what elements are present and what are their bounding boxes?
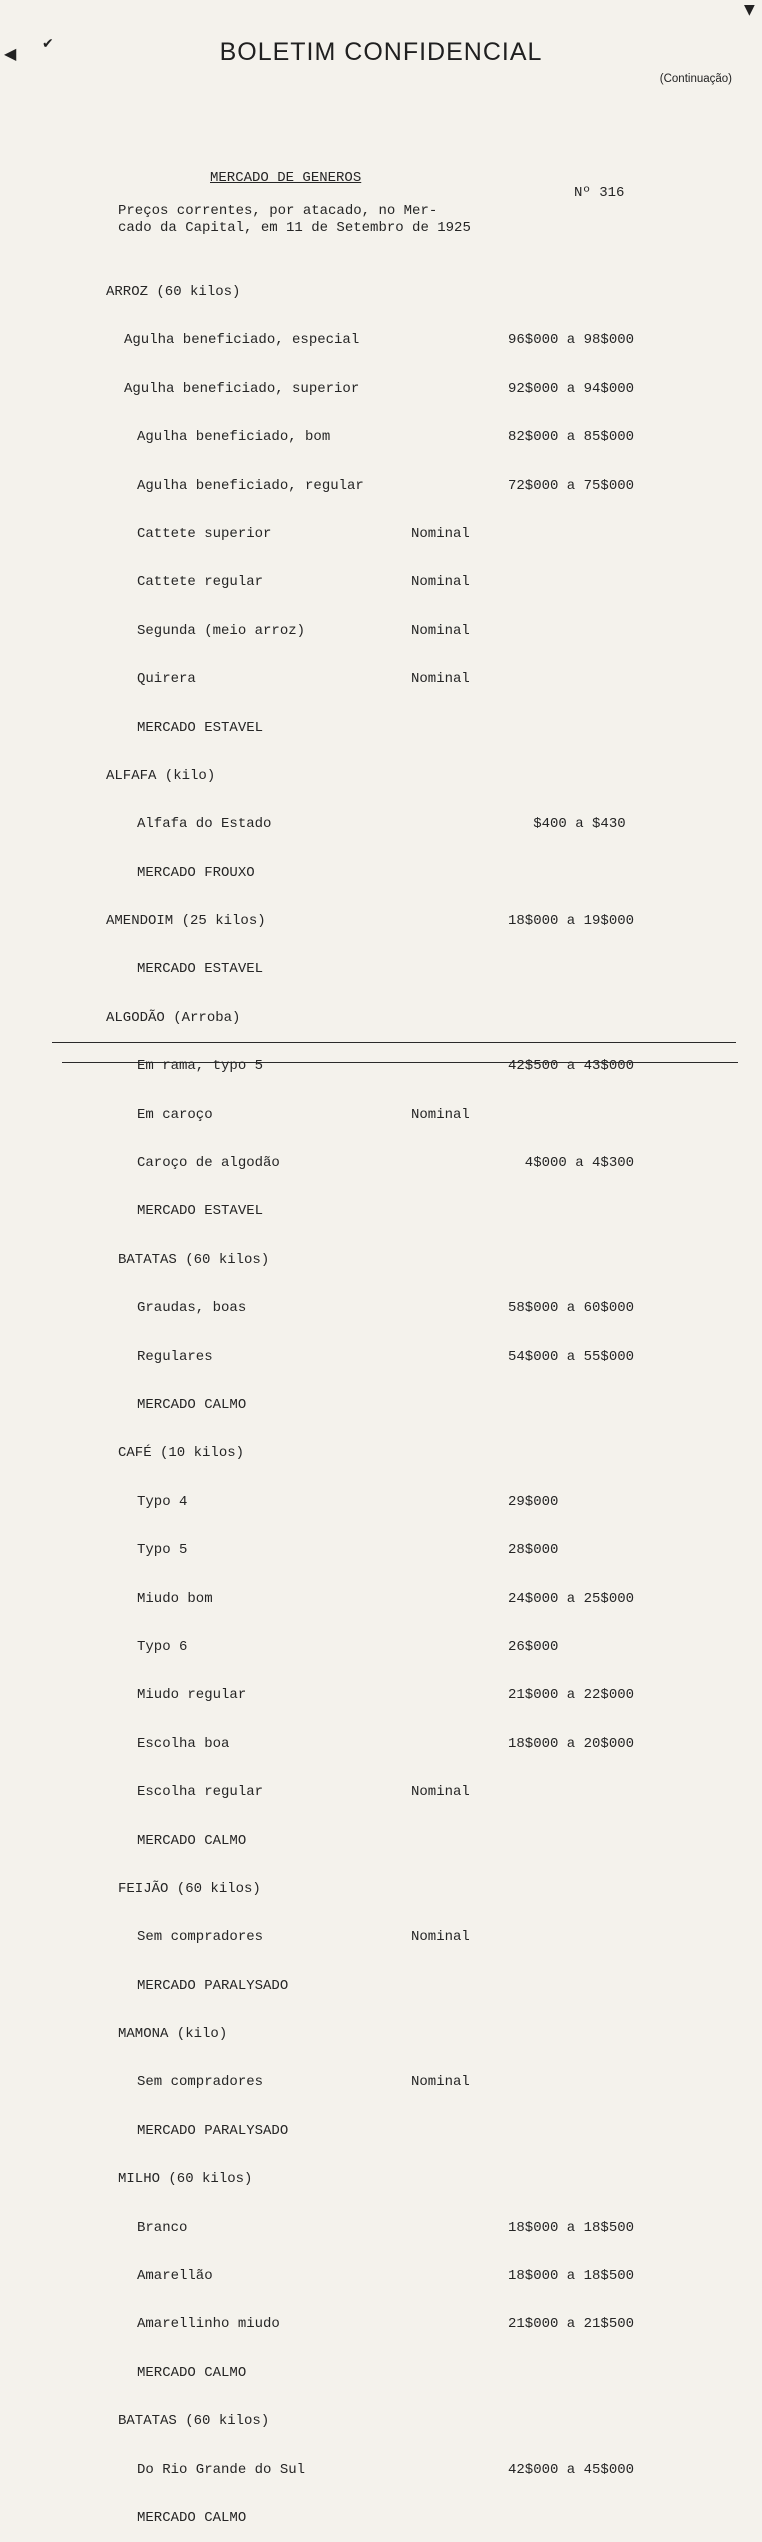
category-heading: ALFAFA (kilo) [106, 767, 216, 784]
table-row [0, 913, 762, 929]
table-row [0, 671, 762, 687]
item-price: 58$000 a 60$000 [508, 1300, 635, 1317]
table-row [0, 478, 762, 494]
item-price: 96$000 a 98$000 [508, 332, 635, 349]
table-row [0, 1349, 762, 1365]
table-row [0, 720, 762, 736]
item-label: Em caroço [137, 1106, 213, 1123]
item-price: 26$000 [508, 1638, 559, 1655]
table-row [0, 2413, 762, 2429]
item-price: 18$000 a 18$500 [508, 2219, 635, 2236]
item-price: 24$000 a 25$000 [508, 1590, 635, 1607]
table-row [0, 574, 762, 590]
table-row [0, 1542, 762, 1558]
table-row [0, 1978, 762, 1994]
table-row [0, 1155, 762, 1171]
table-row [0, 429, 762, 445]
item-price: 18$000 a 19$000 [508, 913, 635, 930]
table-row [0, 1300, 762, 1316]
item-price: 18$000 a 18$500 [508, 2268, 635, 2285]
table-row [0, 332, 762, 348]
item-label: Cattete regular [137, 574, 264, 591]
market-status: MERCADO PARALYSADO [137, 2122, 289, 2139]
category-heading: BATATAS (60 kilos) [118, 2413, 270, 2430]
table-row [0, 2074, 762, 2090]
item-label: Amarellinho miudo [137, 2316, 280, 2333]
table-row [0, 1445, 762, 1461]
nominal-status: Nominal [411, 671, 470, 688]
table-row [0, 2462, 762, 2478]
item-price: 82$000 a 85$000 [508, 429, 635, 446]
table-row [0, 1591, 762, 1607]
intro-line-1: Preços correntes, por atacado, no Mer- [118, 203, 438, 219]
category-heading: CAFÉ (10 kilos) [118, 1445, 245, 1462]
item-price: 21$000 a 21$500 [508, 2316, 635, 2333]
item-label: Caroço de algodão [137, 1155, 280, 1172]
item-price: 29$000 [508, 1493, 559, 1510]
table-row [0, 1881, 762, 1897]
item-label: Amarellão [137, 2268, 213, 2285]
table-row [0, 2316, 762, 2332]
item-label: Escolha regular [137, 1784, 264, 1801]
table-row [0, 865, 762, 881]
nominal-status: Nominal [411, 622, 470, 639]
nominal-status: Nominal [411, 1106, 470, 1123]
market-status: MERCADO CALMO [137, 2364, 247, 2381]
item-price: 4$000 a 4$300 [508, 1155, 635, 1172]
nominal-status: Nominal [411, 2074, 470, 2091]
table-row [0, 623, 762, 639]
item-label: Agulha beneficiado, regular [137, 477, 364, 494]
item-label: Segunda (meio arroz) [137, 622, 306, 639]
item-label: Escolha boa [137, 1735, 230, 1752]
table-row [0, 2171, 762, 2187]
item-label: Sem compradores [137, 2074, 264, 2091]
table-row [0, 2026, 762, 2042]
category-heading: MAMONA (kilo) [118, 2026, 228, 2043]
category-heading: FEIJÃO (60 kilos) [118, 1880, 261, 1897]
market-status: MERCADO ESTAVEL [137, 961, 264, 978]
item-price: 28$000 [508, 1542, 559, 1559]
page-header-title: BOLETIM CONFIDENCIAL [219, 38, 543, 66]
category-heading: MILHO (60 kilos) [118, 2171, 253, 2188]
category-heading: AMENDOIM (25 kilos) [106, 913, 266, 930]
item-label: Cattete superior [137, 525, 272, 542]
nominal-status: Nominal [411, 525, 470, 542]
item-label: Typo 6 [137, 1638, 188, 1655]
item-label: Typo 5 [137, 1542, 188, 1559]
market-status: MERCADO FROUXO [137, 864, 255, 881]
table-row [0, 2123, 762, 2139]
item-price: 72$000 a 75$000 [508, 477, 635, 494]
intro-text [118, 203, 548, 237]
bulletin-number: Nº 316 [574, 185, 625, 201]
table-row [0, 961, 762, 977]
market-status: MERCADO ESTAVEL [137, 1203, 264, 1220]
item-price: 42$000 a 45$000 [508, 2461, 635, 2478]
item-label: Regulares [137, 1348, 213, 1365]
section-title: MERCADO DE GENEROS [210, 170, 362, 186]
nominal-status: Nominal [411, 1929, 470, 1946]
category-heading: BATATAS (60 kilos) [118, 1251, 270, 1268]
ink-mark-check: ✔ [42, 36, 54, 52]
table-row [0, 1058, 762, 1074]
table-row [0, 1687, 762, 1703]
item-label: Graudas, boas [137, 1300, 247, 1317]
item-label: Miudo regular [137, 1687, 247, 1704]
table-row [0, 1252, 762, 1268]
table-row [0, 2510, 762, 2526]
item-label: Alfafa do Estado [137, 816, 272, 833]
table-row [0, 1784, 762, 1800]
nominal-status: Nominal [411, 574, 470, 591]
item-label: Agulha beneficiado, superior [124, 380, 360, 397]
item-label: Em rama, typo 5 [137, 1058, 264, 1075]
item-price: 21$000 a 22$000 [508, 1687, 635, 1704]
item-label: Agulha beneficiado, bom [137, 429, 331, 446]
table-row [0, 1929, 762, 1945]
table-row [0, 381, 762, 397]
table-row [0, 1010, 762, 1026]
table-row [0, 526, 762, 542]
ink-mark-corner: ▼ [744, 2, 755, 18]
table-row [0, 2268, 762, 2284]
table-row [0, 1639, 762, 1655]
item-price: 54$000 a 55$000 [508, 1348, 635, 1365]
item-label: Agulha beneficiado, especial [124, 332, 360, 349]
item-label: Do Rio Grande do Sul [137, 2461, 306, 2478]
table-row [0, 1494, 762, 1510]
market-status: MERCADO ESTAVEL [137, 719, 264, 736]
table-row [0, 2365, 762, 2381]
market-status: MERCADO CALMO [137, 1832, 247, 1849]
market-status: MERCADO CALMO [137, 2509, 247, 2526]
price-table [0, 252, 762, 2542]
item-price: $400 a $430 [508, 816, 626, 833]
table-row [0, 1833, 762, 1849]
item-price: 92$000 a 94$000 [508, 380, 635, 397]
table-row [0, 1107, 762, 1123]
table-row [0, 284, 762, 300]
item-price: 42$500 a 43$000 [508, 1058, 635, 1075]
table-row [0, 2220, 762, 2236]
ink-mark-arrow: ◀ [4, 44, 17, 63]
table-row [0, 1203, 762, 1219]
nominal-status: Nominal [411, 1784, 470, 1801]
category-heading: ALGODÃO (Arroba) [106, 1009, 241, 1026]
table-row [0, 1736, 762, 1752]
divider-line-top [52, 1042, 736, 1043]
item-label: Sem compradores [137, 1929, 264, 1946]
market-status: MERCADO CALMO [137, 1396, 247, 1413]
category-heading: ARROZ (60 kilos) [106, 284, 241, 300]
item-label: Typo 4 [137, 1493, 188, 1510]
item-label: Quirera [137, 671, 196, 688]
divider-line-bottom [62, 1062, 738, 1063]
item-label: Miudo bom [137, 1590, 213, 1607]
table-row [0, 1397, 762, 1413]
intro-line-2: cado da Capital, em 11 de Setembro de 1925 [118, 220, 471, 236]
item-label: Branco [137, 2219, 188, 2236]
item-price: 18$000 a 20$000 [508, 1735, 635, 1752]
table-row [0, 816, 762, 832]
market-status: MERCADO PARALYSADO [137, 1977, 289, 1994]
continuation-note: (Continuação) [659, 73, 732, 85]
table-row [0, 768, 762, 784]
